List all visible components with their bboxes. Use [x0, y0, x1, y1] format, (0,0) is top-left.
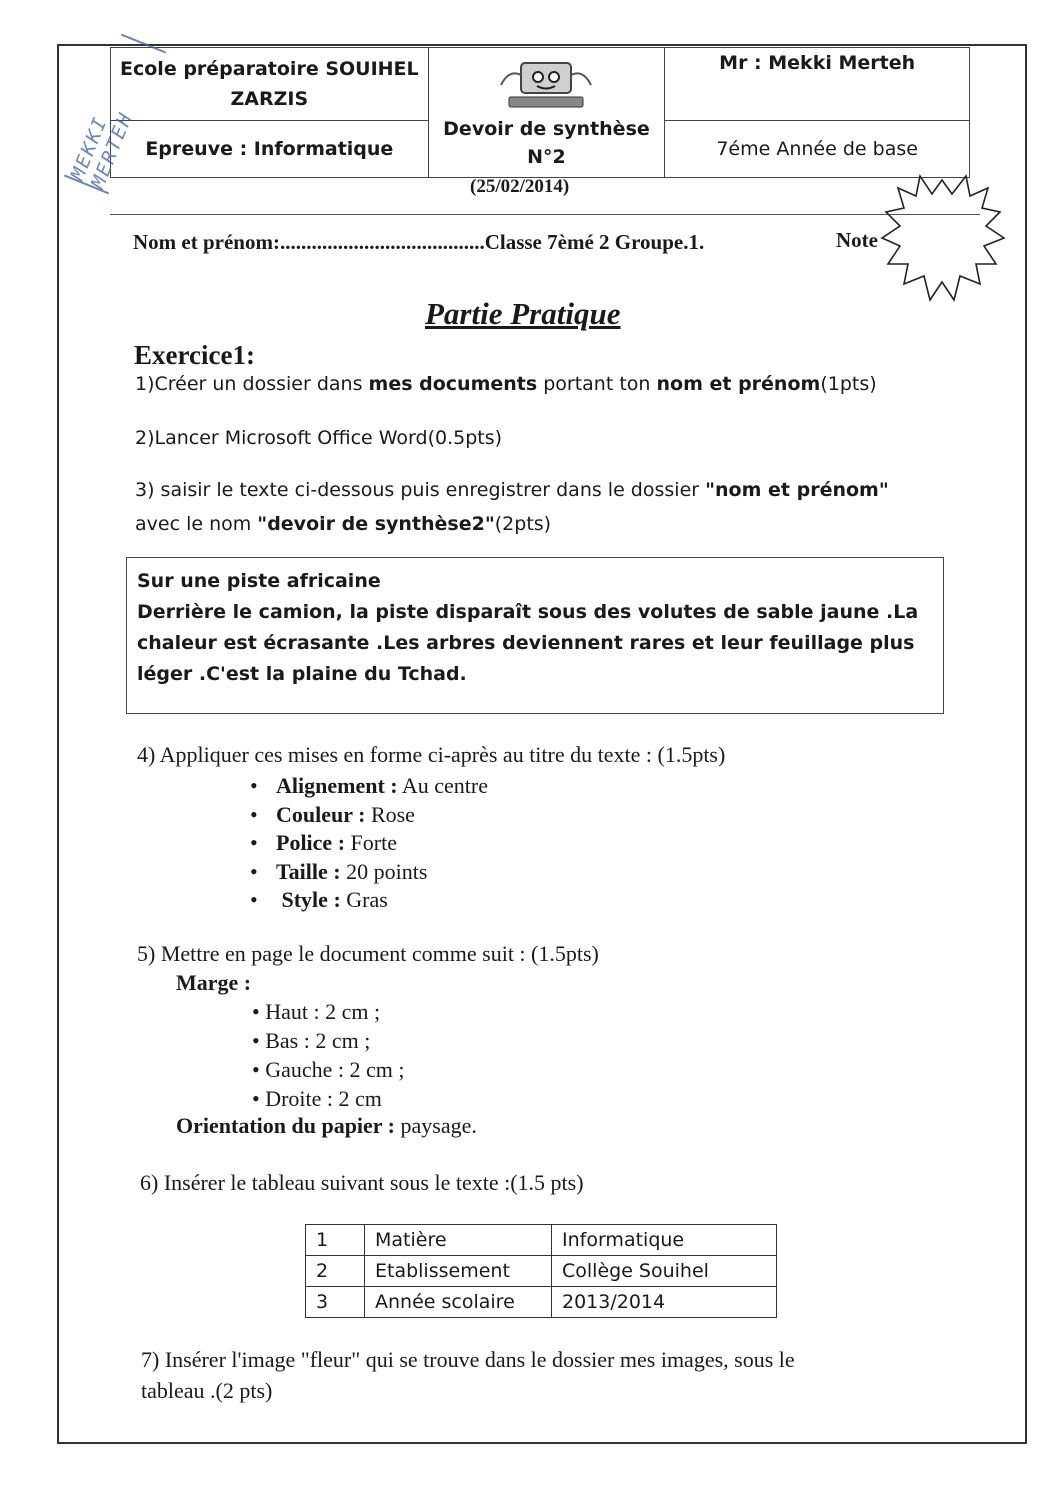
- devoir-cell: [428, 48, 665, 178]
- teacher-name: Mr : Mekki Merteh: [719, 52, 916, 74]
- page-title: Partie Pratique: [425, 296, 621, 331]
- list-item: • Couleur : Rose: [250, 801, 488, 830]
- text-box-title: Sur une piste africaine: [137, 570, 381, 592]
- question-3-line1: 3) saisir le texte ci-dessous puis enregistrer dans le dossier "nom et prénom": [135, 479, 889, 501]
- table-row: 3 Année scolaire 2013/2014: [306, 1287, 777, 1318]
- question-1: 1)Créer un dossier dans mes documents portant ton nom et prénom(1pts): [135, 373, 877, 395]
- list-item: • Police : Forte: [250, 829, 488, 858]
- marge-label: Marge :: [176, 970, 252, 995]
- devoir-number: N°2: [527, 146, 566, 168]
- question-2: 2)Lancer Microsoft Office Word(0.5pts): [135, 427, 503, 449]
- list-item: • Droite : 2 cm: [252, 1086, 382, 1111]
- list-item: • Bas : 2 cm ;: [252, 1028, 371, 1053]
- info-table: [305, 1224, 777, 1318]
- epreuve-label: Epreuve : Informatique: [145, 138, 394, 160]
- text-box-line: chaleur est écrasante .Les arbres deviennent rares et leur feuillage plus: [137, 632, 915, 654]
- divider: [110, 214, 980, 215]
- text-box-line: Derrière le camion, la piste disparaît sous des volutes de sable jaune .La: [137, 601, 919, 623]
- level-label: 7éme Année de base: [716, 138, 918, 160]
- table-row: 1 Matière Informatique: [306, 1225, 777, 1256]
- list-item: • Style : Gras: [250, 886, 488, 915]
- list-item: • Gauche : 2 cm ;: [252, 1057, 405, 1082]
- question-3-line2: avec le nom "devoir de synthèse2"(2pts): [135, 513, 552, 535]
- note-label: Note: [836, 228, 878, 252]
- question-4: 4) Appliquer ces mises en forme ci-après au titre du texte : (1.5pts): [137, 742, 726, 767]
- question-5: 5) Mettre en page le document comme suit : (1.5pts): [137, 941, 599, 966]
- epreuve-cell: [111, 121, 429, 178]
- exam-date: (25/02/2014): [470, 176, 570, 197]
- devoir-title: Devoir de synthèse: [443, 118, 650, 140]
- question-7-line1: 7) Insérer l'image "fleur" qui se trouve dans le dossier mes images, sous le: [141, 1347, 795, 1372]
- header-table: [110, 47, 970, 178]
- teacher-stamp: MEKKI MERTEH: [64, 34, 166, 195]
- student-name-line: Nom et prénom:.......................................Classe 7èmé 2 Groupe.1.: [133, 230, 705, 254]
- margin-list: [252, 997, 405, 1113]
- question-6: 6) Insérer le tableau suivant sous le texte :(1.5 pts): [140, 1170, 584, 1195]
- question-7-line2: tableau .(2 pts): [141, 1378, 273, 1403]
- computer-icon: [491, 57, 601, 113]
- note-star-icon: [880, 172, 1005, 307]
- list-item: • Alignement : Au centre: [250, 772, 488, 801]
- exercise-heading: Exercice1:: [134, 340, 255, 370]
- school-city: ZARZIS: [230, 88, 309, 110]
- text-box: [126, 557, 944, 714]
- text-box-line: léger .C'est la plaine du Tchad.: [137, 663, 467, 685]
- teacher-cell: [665, 48, 970, 121]
- table-row: 2 Etablissement Collège Souihel: [306, 1256, 777, 1287]
- school-name: Ecole préparatoire SOUIHEL: [120, 58, 419, 80]
- format-list: [250, 772, 488, 915]
- list-item: • Haut : 2 cm ;: [252, 999, 381, 1024]
- list-item: • Taille : 20 points: [250, 858, 488, 887]
- orientation-line: Orientation du papier : paysage.: [176, 1113, 477, 1138]
- level-cell: [665, 121, 970, 178]
